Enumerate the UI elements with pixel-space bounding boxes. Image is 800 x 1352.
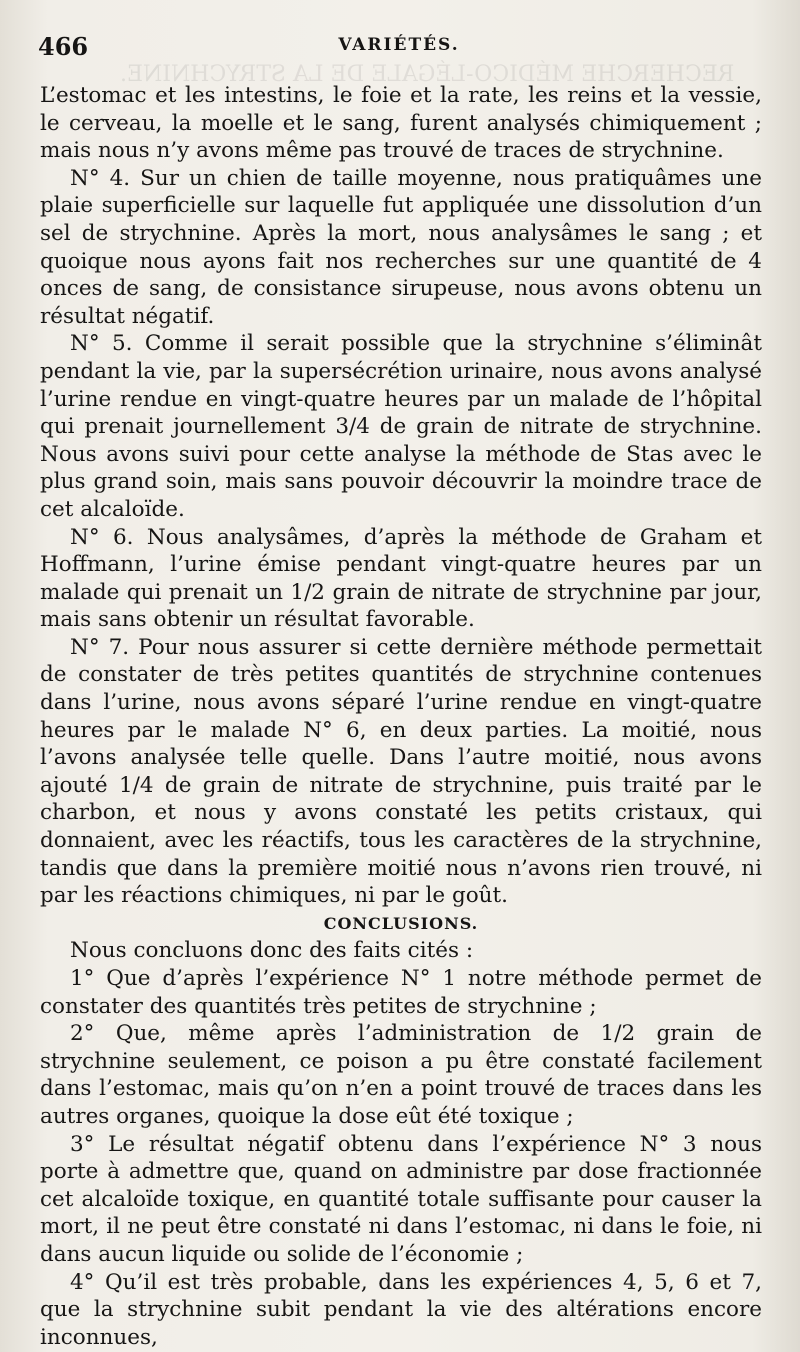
page-number: 466 xyxy=(38,32,89,61)
paragraph-experiment-5: N° 5. Comme il serait possible que la strychnine s’éliminât pendant la vie, par la supersécrétion urinaire, nous avons analysé l’urine rendue en vingt-quatre heures par un malade de l’hôpital qui prenait journellement 3/4 de grain de nitrate de strychnine. Nous avons suivi pour cette analyse la méthode de Stas avec le plus grand soin, mais sans pouvoir découvrir la moindre trace de cet alcaloïde. xyxy=(40,331,762,522)
running-title: VARIÉTÉS. xyxy=(338,35,460,55)
paragraph-experiment-4: N° 4. Sur un chien de taille moyenne, nous pratiquâmes une plaie superficielle sur laquelle fut appliquée une dissolution d’un sel de strychnine. Après la mort, nous analysâmes le sang ; et quoique nous ayons fait nos recherches sur une quantité de 4 onces de sang, de consistance sirupeuse, nous avons obtenu un résultat négatif. xyxy=(40,165,762,329)
page-header xyxy=(38,32,760,62)
conclusions-intro: Nous concluons donc des faits cités : xyxy=(70,938,474,964)
conclusion-item-2: 2° Que, même après l’administration de 1/2 grain de strychnine seulement, ce poison a pu être constaté facilement dans l’estomac, mais qu’on n’en a point trouvé de traces dans les autres organes, quoique la dose eût été toxique ; xyxy=(40,1021,762,1129)
page-body xyxy=(40,82,762,1351)
conclusion-item-1: 1° Que d’après l’expérience N° 1 notre méthode permet de constater des quantités très petites de strychnine ; xyxy=(40,966,762,1019)
conclusions-heading: CONCLUSIONS. xyxy=(323,913,479,933)
paragraph-continuation: L’estomac et les intestins, le foie et la rate, les reins et la vessie, le cerveau, la moelle et le sang, furent analysés chimiquement ; mais nous n’y avons même pas trouvé de traces de strychnine. xyxy=(40,83,762,164)
conclusion-item-4: 4° Qu’il est très probable, dans les expériences 4, 5, 6 et 7, que la strychnine subit pendant la vie des altérations encore inconnues, xyxy=(40,1269,762,1350)
show-through-text: RECHERCHE MÉDICO-LÉGALE DE LA STRYCHNINE. xyxy=(120,62,735,87)
paragraph-experiment-7: N° 7. Pour nous assurer si cette dernière méthode permettait de constater de très petites quantités de strychnine contenues dans l’urine, nous avons séparé l’urine rendue en vingt-quatre heures par le malade N° 6, en deux parties. La moitié, nous l’avons analysée telle quelle. Dans l’autre moitié, nous avons ajouté 1/4 de grain de nitrate de strychnine, puis traité par le charbon, et nous y avons constaté les petits cristaux, qui donnaient, avec les réactifs, tous les caractères de la strychnine, tandis que dans la première moitié nous n’avons rien trouvé, ni par les réactions chimiques, ni par le goût. xyxy=(40,634,762,909)
paragraph-experiment-6: N° 6. Nous analysâmes, d’après la méthode de Graham et Hoffmann, l’urine émise pendant vingt-quatre heures par un malade qui prenait un 1/2 grain de nitrate de strychnine par jour, mais sans obtenir un résultat favorable. xyxy=(40,524,762,633)
conclusion-item-3: 3° Le résultat négatif obtenu dans l’expérience N° 3 nous porte à admettre que, quand on administre par dose fractionnée cet alcaloïde toxique, en quantité totale suffisante pour causer la mort, il ne peut être constaté ni dans l’estomac, ni dans le foie, ni dans aucun liquide ou solide de l’économie ; xyxy=(40,1131,762,1267)
